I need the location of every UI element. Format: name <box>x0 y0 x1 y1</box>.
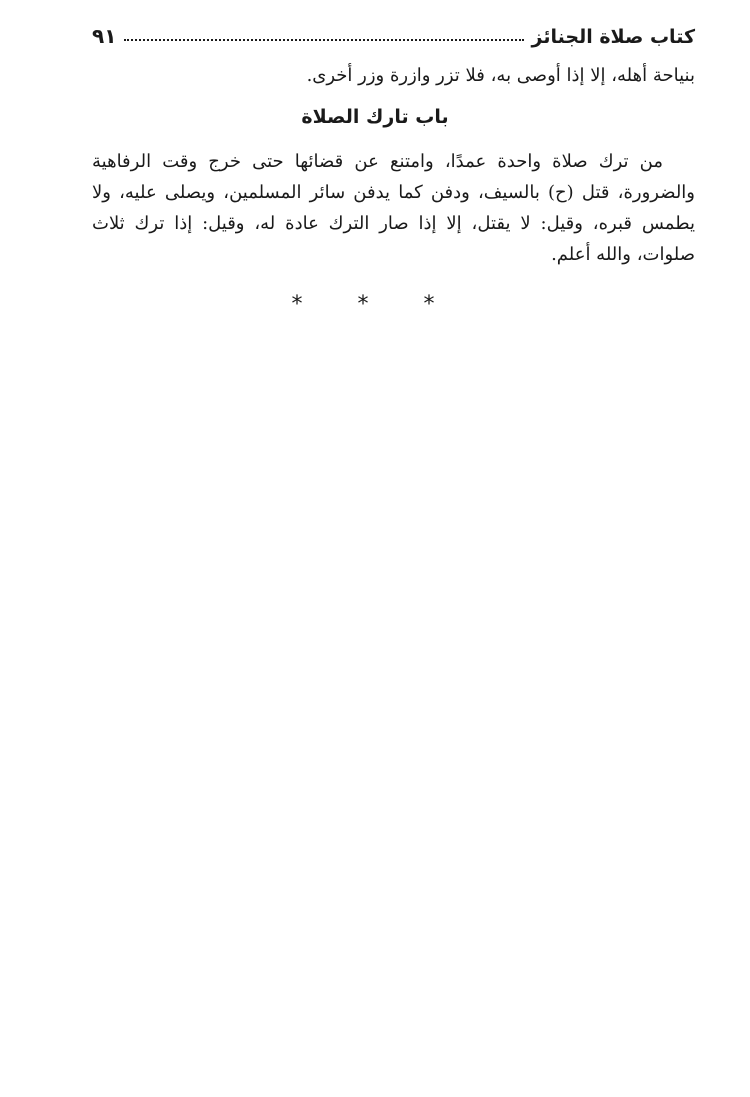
continuation-paragraph: بنياحة أهله، إلا إذا أوصى به، فلا تزر وازرة وزر أخرى. <box>306 65 695 86</box>
chapter-title: كتاب صلاة الجنائز <box>531 26 695 48</box>
header-dot-leader <box>124 39 523 41</box>
section-separator-asterisks: * * * <box>291 292 459 317</box>
section-paragraph: من ترك صلاة واحدة عمدًا، وامتنع عن قضائها حتى خرج وقت الرفاهية والضرورة، قتل (ح) بالسيف، ودفن كما يدفن سائر المسلمين، ويصلى عليه، ولا يطمس قبره، وقيل: لا يقتل، إلا إذا صار الترك عادة له، وقيل: إذا ترك ثلاث صلوات، والله أعلم. <box>92 151 695 265</box>
page-number: ٩١ <box>92 24 117 48</box>
section-heading: باب تارك الصلاة <box>301 106 449 128</box>
running-header <box>92 18 695 48</box>
